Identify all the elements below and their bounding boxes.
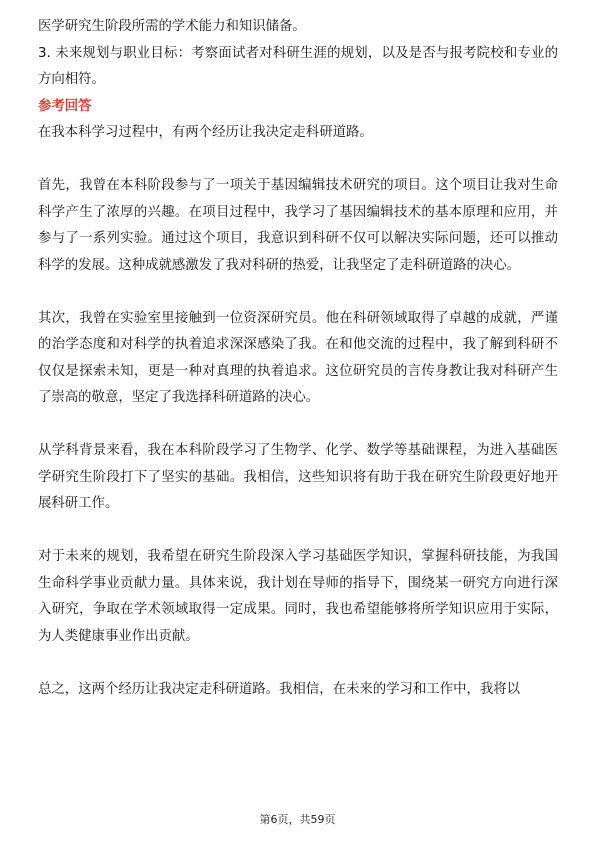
list-item-3: 3. 未来规划与职业目标：考察面试者对科研生涯的规划，以及是否与报考院校和专业的方向相符。	[38, 45, 558, 87]
page-number-footer: 第6页，共59页	[259, 813, 336, 826]
paragraph-5: 对于未来的规划，我希望在研究生阶段深入学习基础医学知识，掌握科研技能，为我国生命科学事业贡献力量。具体来说，我计划在导师的指导下，围绕某一研究方向进行深入研究，争取在学术领域取得一定成果。同时，我也希望能够将所学知识应用于实际，为人类健康事业作出贡献。	[38, 549, 558, 644]
paragraph-6: 总之，这两个经历让我决定走科研道路。我相信，在未来的学习和工作中，我将以	[38, 681, 521, 697]
intro-tail-text: 医学研究生阶段所需的学术能力和知识储备。	[38, 19, 306, 34]
paragraph-2: 首先，我曾在本科阶段参与了一项关于基因编辑技术研究的项目。这个项目让我对生命科学产生了浓厚的兴趣。在项目过程中，我学习了基因编辑技术的基本原理和应用，并参与了一系列实验。通过这个项目，我意识到科研不仅可以解决实际问题，还可以推动科学的发展。这种成就感激发了我对科研的热爱，让我坚定了走科研道路的决心。	[38, 178, 558, 273]
paragraph-4: 从学科背景来看，我在本科阶段学习了生物学、化学、数学等基础课程，为进入基础医学研究生阶段打下了坚实的基础。我相信，这些知识将有助于我在研究生阶段更好地开展科研工作。	[38, 443, 558, 511]
paragraph-1: 在我本科学习过程中，有两个经历让我决定走科研道路。	[38, 125, 373, 140]
reference-answer-heading: 参考回答	[38, 98, 92, 114]
document-body	[38, 14, 558, 703]
paragraph-3: 其次，我曾在实验室里接触到一位资深研究员。他在科研领域取得了卓越的成就，严谨的治学态度和对科学的执着追求深深感染了我。在和他交流的过程中，我了解到科研不仅仅是探索未知，更是一种对真理的执着追求。这位研究员的言传身教让我对科研产生了崇高的敬意，坚定了我选择科研道路的决心。	[38, 310, 558, 405]
